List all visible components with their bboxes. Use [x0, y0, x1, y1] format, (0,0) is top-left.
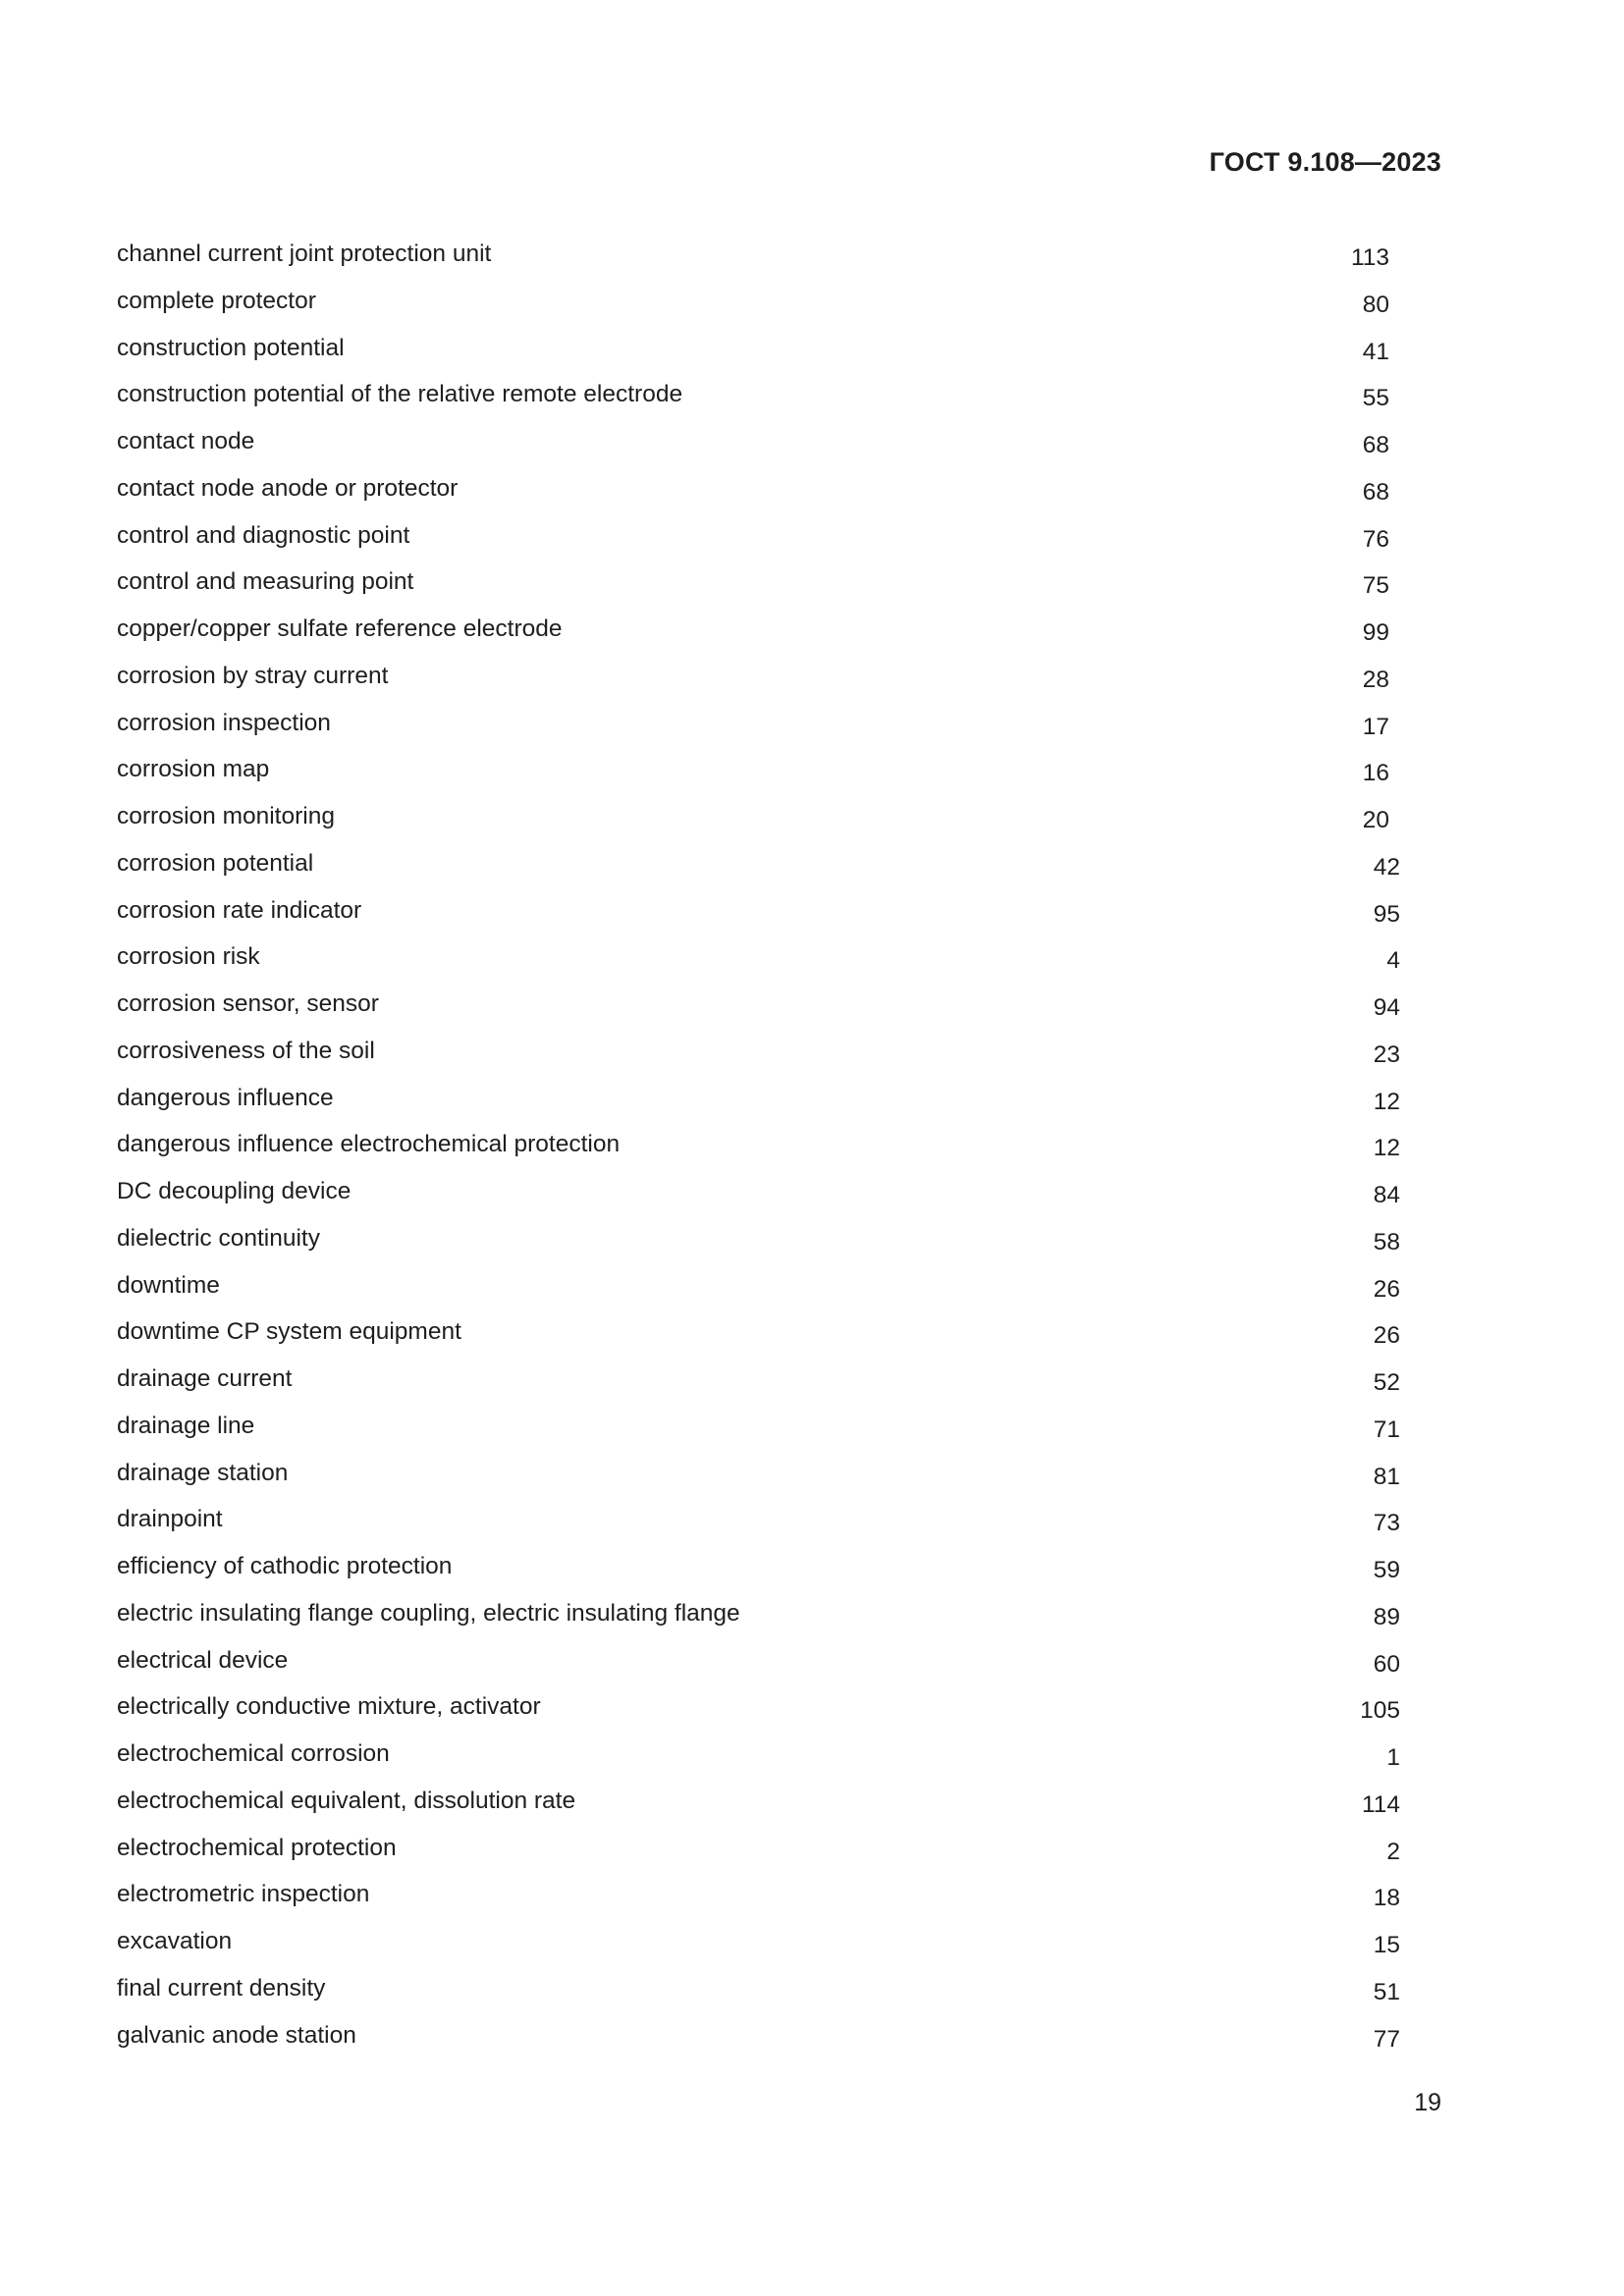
index-term-number: 41 — [1362, 338, 1389, 365]
index-term-number: 58 — [1373, 1228, 1400, 1255]
index-entry — [117, 239, 1438, 286]
index-entry — [117, 941, 1438, 988]
index-term: electrochemical corrosion — [117, 1740, 390, 1767]
index-entry — [117, 661, 1438, 708]
index-term: contact node — [117, 428, 255, 454]
index-term-number: 114 — [1361, 1790, 1400, 1818]
index-term-number: 26 — [1373, 1322, 1400, 1350]
index-term-number: 76 — [1362, 525, 1389, 553]
index-entry — [117, 614, 1438, 661]
index-entry — [117, 1363, 1438, 1411]
index-entry — [117, 1083, 1438, 1130]
index-term-number: 89 — [1373, 1603, 1400, 1630]
index-term: electrochemical protection — [117, 1834, 397, 1861]
index-term: electrochemical equivalent, dissolution rate — [117, 1787, 576, 1814]
index-term: downtime CP system equipment — [117, 1318, 461, 1346]
index-term: dangerous influence electrochemical protection — [117, 1131, 621, 1158]
index-term: drainage line — [117, 1412, 255, 1439]
index-term: drainage current — [117, 1365, 293, 1392]
index-term: construction potential — [117, 334, 345, 361]
index-entry — [117, 1926, 1438, 1973]
index-term: DC decoupling device — [117, 1178, 352, 1204]
index-entry — [117, 1316, 1438, 1363]
index-entry — [117, 379, 1438, 426]
index-term: efficiency of cathodic protection — [117, 1553, 453, 1579]
index-term: downtime — [117, 1271, 220, 1299]
index-term-number: 42 — [1373, 853, 1400, 881]
index-term: construction potential of the relative remote electrode — [117, 381, 683, 408]
index-term: galvanic anode station — [117, 2021, 356, 2049]
index-term: corrosion sensor, sensor — [117, 990, 379, 1017]
index-term-number: 81 — [1373, 1463, 1400, 1490]
index-term-number: 113 — [1350, 244, 1389, 271]
index-entry — [117, 566, 1438, 614]
index-term-number: 99 — [1362, 619, 1389, 646]
index-entry — [117, 1551, 1438, 1598]
index-term-number: 20 — [1362, 807, 1389, 833]
index-term: corrosion by stray current — [117, 662, 389, 689]
index-term: corrosion monitoring — [117, 803, 335, 829]
index-entry — [117, 1036, 1438, 1083]
index-term-number: 4 — [1386, 947, 1400, 975]
index-entry — [117, 1879, 1438, 1926]
index-term-number: 52 — [1373, 1369, 1400, 1396]
index-term-number: 60 — [1373, 1650, 1400, 1678]
index-term-number: 51 — [1373, 1978, 1400, 2005]
index-term-number: 18 — [1373, 1885, 1400, 1912]
index-term: channel current joint protection unit — [117, 240, 492, 267]
index-term: copper/copper sulfate reference electrode — [117, 615, 563, 642]
index-term-number: 16 — [1362, 760, 1389, 787]
index-entry — [117, 1270, 1438, 1317]
index-term-number: 71 — [1373, 1415, 1400, 1443]
index-term-number: 12 — [1373, 1135, 1400, 1162]
index-term-number: 28 — [1362, 666, 1389, 693]
index-term-number: 68 — [1362, 478, 1389, 506]
index-entry — [117, 1223, 1438, 1270]
page-number: 19 — [1414, 2089, 1441, 2116]
index-term: corrosion rate indicator — [117, 896, 362, 924]
index-term: electrometric inspection — [117, 1881, 370, 1908]
index-term-number: 95 — [1373, 900, 1400, 928]
index-entry — [117, 1176, 1438, 1223]
index-term-number: 68 — [1362, 432, 1389, 458]
index-term: electrical device — [117, 1646, 289, 1674]
index-entry — [117, 2020, 1438, 2067]
index-term-number: 17 — [1362, 713, 1389, 740]
standard-id-header: ГОСТ 9.108—2023 — [1209, 147, 1441, 177]
index-entry — [117, 1458, 1438, 1505]
index-term-number: 105 — [1360, 1697, 1400, 1725]
index-entry — [117, 520, 1438, 567]
index-term-number: 1 — [1386, 1744, 1400, 1771]
index-term: control and diagnostic point — [117, 521, 410, 549]
index-entry — [117, 988, 1438, 1036]
index-term: electrically conductive mixture, activator — [117, 1693, 541, 1721]
index-term: corrosion potential — [117, 849, 314, 877]
index-entry — [117, 286, 1438, 333]
index-term: control and measuring point — [117, 568, 414, 596]
index-term-number: 55 — [1362, 385, 1389, 412]
index-entry — [117, 473, 1438, 520]
index-term-number: 59 — [1373, 1557, 1400, 1583]
index-term: dielectric continuity — [117, 1224, 320, 1252]
index-entry — [117, 895, 1438, 942]
index-entry — [117, 426, 1438, 473]
alphabetical-index — [117, 239, 1438, 2066]
index-term: drainage station — [117, 1459, 289, 1486]
index-term-number: 84 — [1373, 1182, 1400, 1208]
index-term: complete protector — [117, 287, 316, 314]
index-term-number: 15 — [1373, 1932, 1400, 1958]
index-term-number: 94 — [1373, 994, 1400, 1021]
index-term: excavation — [117, 1928, 233, 1954]
index-term: corrosiveness of the soil — [117, 1037, 375, 1064]
index-term-number: 26 — [1373, 1275, 1400, 1303]
index-entry — [117, 1786, 1438, 1833]
index-entry — [117, 754, 1438, 801]
index-term-number: 77 — [1373, 2025, 1400, 2053]
index-entry — [117, 1973, 1438, 2020]
index-term: contact node anode or protector — [117, 474, 459, 502]
index-entry — [117, 1411, 1438, 1458]
index-entry — [117, 801, 1438, 848]
index-term: corrosion risk — [117, 943, 260, 971]
index-term-number: 75 — [1362, 572, 1389, 600]
index-term: final current density — [117, 1974, 326, 2002]
index-entry — [117, 1504, 1438, 1551]
index-entry — [117, 1738, 1438, 1786]
index-entry — [117, 1129, 1438, 1176]
index-entry — [117, 333, 1438, 380]
index-entry — [117, 1645, 1438, 1692]
index-term-number: 80 — [1362, 291, 1389, 318]
index-entry — [117, 848, 1438, 895]
index-entry — [117, 1691, 1438, 1738]
index-term: dangerous influence — [117, 1084, 334, 1111]
index-term-number: 23 — [1373, 1041, 1400, 1068]
index-term-number: 12 — [1373, 1088, 1400, 1115]
index-term: corrosion inspection — [117, 709, 331, 736]
index-entry — [117, 708, 1438, 755]
index-term-number: 2 — [1386, 1838, 1400, 1865]
index-term: drainpoint — [117, 1506, 223, 1533]
index-entry — [117, 1598, 1438, 1645]
index-term-number: 73 — [1373, 1510, 1400, 1537]
index-term: corrosion map — [117, 756, 270, 783]
index-entry — [117, 1833, 1438, 1880]
index-term: electric insulating flange coupling, electric insulating flange — [117, 1599, 740, 1627]
